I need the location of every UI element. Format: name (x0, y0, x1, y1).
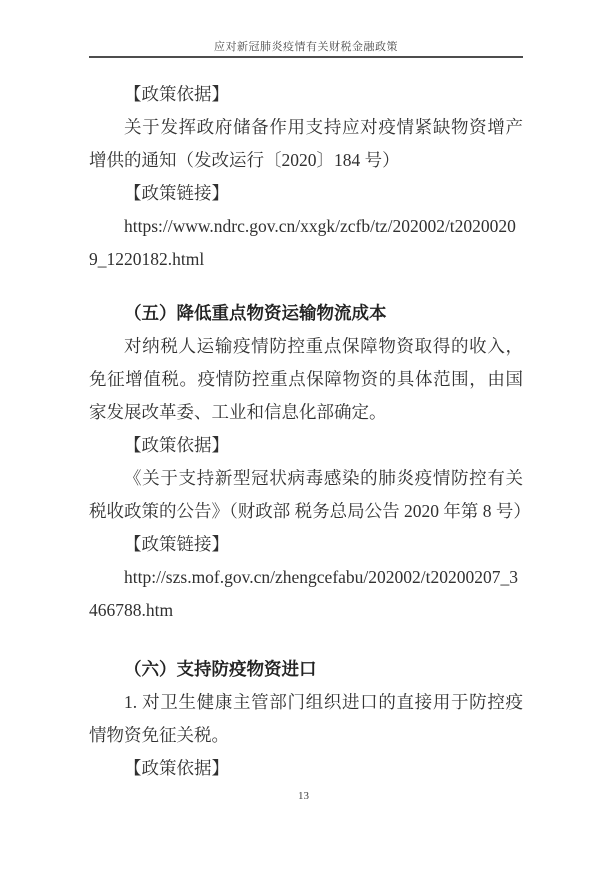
document-body (89, 78, 531, 785)
policy-document-title-ndrc: 关于发挥政府储备作用支持应对疫情紧缺物资增产增供的通知（发改运行〔2020〕184 号） (89, 117, 523, 170)
page-number: 13 (298, 790, 309, 802)
policy-link-label: 【政策链接】 (124, 183, 229, 203)
policy-url-ndrc: https://www.ndrc.gov.cn/xxgk/zcfb/tz/202002/t20200209_1220182.html (89, 216, 516, 269)
running-header-title: 应对新冠肺炎疫情有关财税金融政策 (214, 41, 398, 53)
header-rule (89, 56, 523, 58)
policy-basis-label: 【政策依据】 (124, 84, 229, 104)
section-5-paragraph: 对纳税人运输疫情防控重点保障物资取得的收入，免征增值税。疫情防控重点保障物资的具体范围，由国家发展改革委、工业和信息化部确定。 (89, 336, 523, 422)
section-6-paragraph: 1. 对卫生健康主管部门组织进口的直接用于防控疫情物资免征关税。 (89, 692, 523, 745)
policy-link-label: 【政策链接】 (124, 534, 229, 554)
section-heading-6: （六）支持防疫物资进口 (124, 659, 317, 679)
policy-url-mof: http://szs.mof.gov.cn/zhengcefabu/202002/t20200207_3466788.htm (89, 567, 519, 620)
policy-basis-label: 【政策依据】 (124, 758, 229, 778)
section-heading-5: （五）降低重点物资运输物流成本 (124, 303, 387, 323)
policy-document-title-mof: 《关于支持新型冠状病毒感染的肺炎疫情防控有关税收政策的公告》（财政部 税务总局公告 2020 年第 8 号） (89, 468, 531, 521)
policy-basis-label: 【政策依据】 (124, 435, 229, 455)
